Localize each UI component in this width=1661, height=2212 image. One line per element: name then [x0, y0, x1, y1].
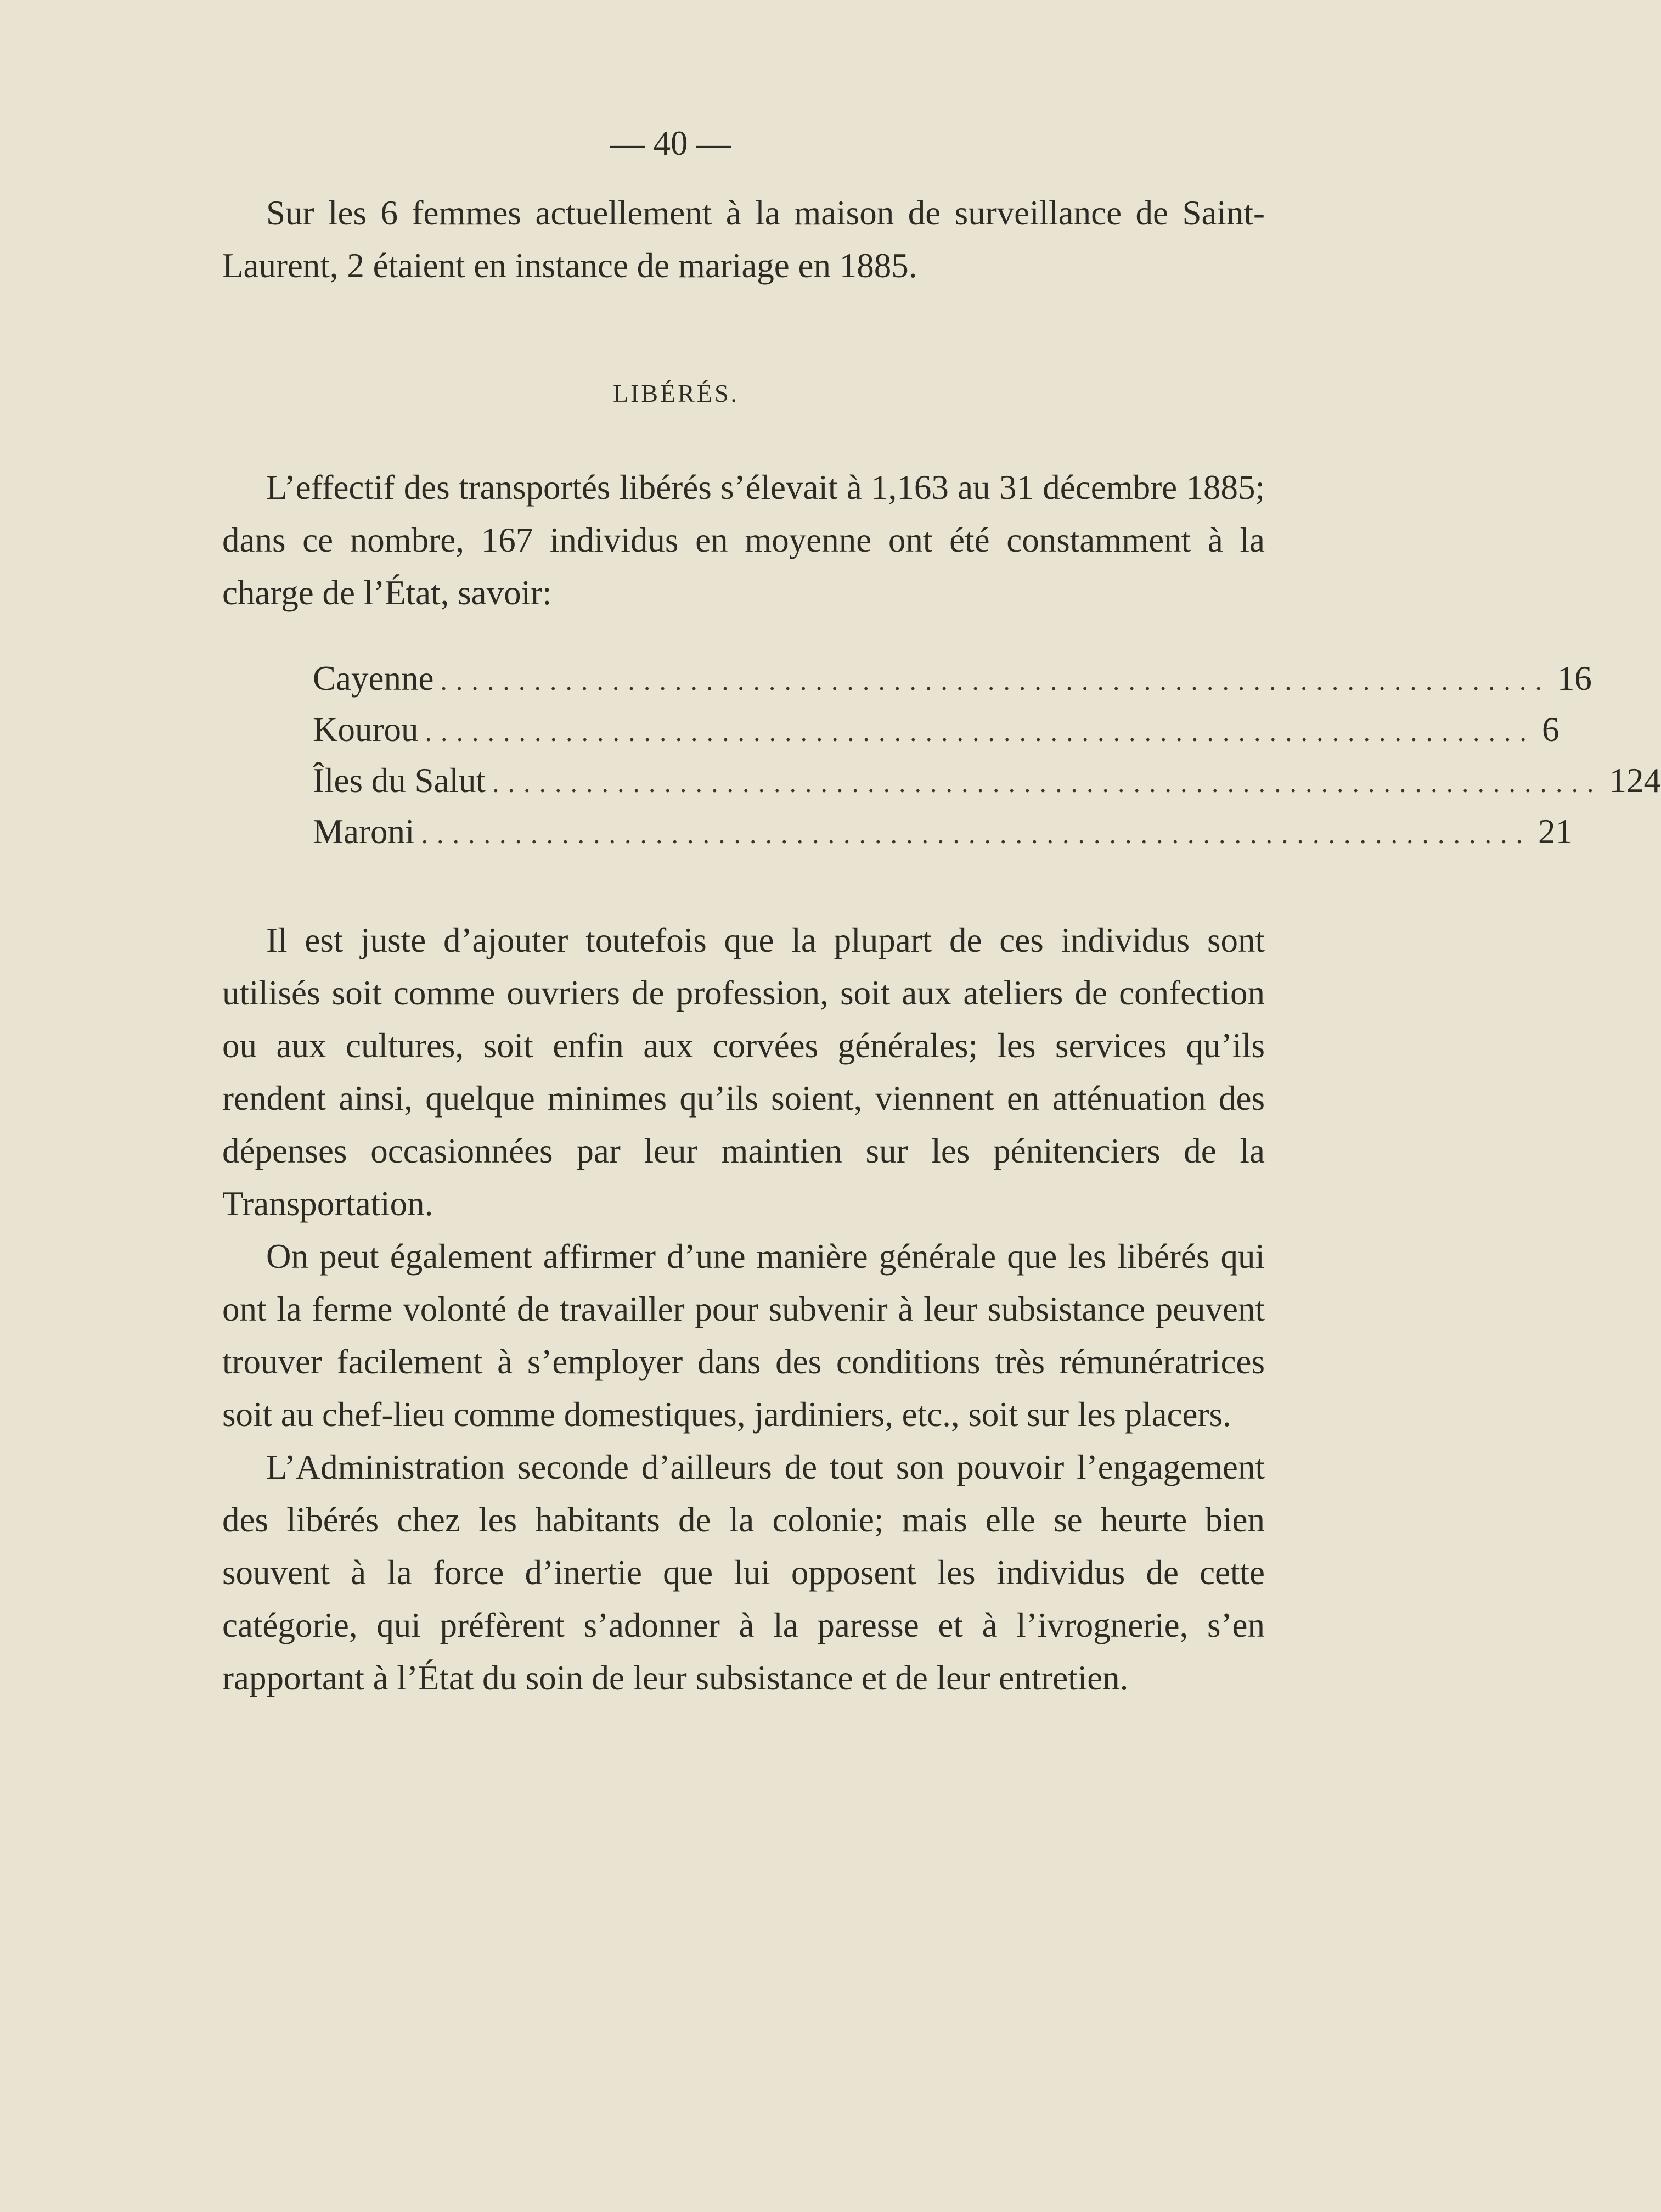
page-number: — 40 — — [610, 124, 731, 162]
body-paragraph: Il est juste d’ajouter toutefois que la plupart de ces individus sont utilisés soit comme ouvriers de profession, soit aux ateliers de confection ou aux cultures, soit enfin aux corvées générales; les services qu’ils rendent ainsi, quelque minimes qu’ils soient, viennent en atténuation des dépenses occasionnées par leur maintien sur les pénitenciers de la Transportation. — [222, 921, 1265, 1223]
effectif-paragraph: L’effectif des transportés libérés s’élevait à 1,163 au 31 décembre 1885; dans ce nombre, 167 individus en moyenne ont été constamment à la charge de l’État, savoir: — [222, 468, 1265, 612]
list-item-label: Kourou — [313, 710, 419, 749]
location-list — [313, 659, 1661, 863]
list-item-label: Cayenne — [313, 659, 434, 698]
body-text-block — [222, 914, 1265, 1704]
leader-dots: ....................................................................... — [440, 665, 1551, 696]
effectif-paragraph-block — [222, 461, 1265, 619]
list-item-value: 16 — [1557, 659, 1592, 698]
leader-dots: ....................................................................... — [421, 818, 1532, 849]
list-item — [313, 659, 1592, 710]
list-item-label: Îles du Salut — [313, 761, 486, 800]
body-paragraph: On peut également affirmer d’une manière générale que les libérés qui ont la ferme volonté de travailler pour subvenir à leur subsistance peuvent trouver facilement à s’employer dans des conditions très rémunératrices soit au chef-lieu comme domestiques, jardiniers, etc., soit sur les placers. — [222, 1237, 1265, 1434]
list-item-value: 6 — [1541, 710, 1559, 749]
intro-paragraph: Sur les 6 femmes actuellement à la maison de surveillance de Saint-Laurent, 2 étaient en instance de mariage en 1885. — [222, 194, 1265, 285]
leader-dots: ....................................................................... — [492, 767, 1603, 798]
leader-dots: ....................................................................... — [425, 716, 1535, 747]
list-item — [313, 710, 1559, 761]
list-item-value: 21 — [1538, 812, 1573, 851]
list-item — [313, 761, 1661, 812]
list-item-label: Maroni — [313, 812, 415, 851]
intro-paragraph-block — [222, 187, 1265, 292]
list-item — [313, 812, 1573, 863]
section-heading: LIBÉRÉS. — [612, 379, 740, 407]
list-item-value: 124 — [1609, 761, 1661, 800]
body-paragraph: L’Administration seconde d’ailleurs de tout son pouvoir l’engagement des libérés chez les habitants de la colonie; mais elle se heurte bien souvent à la force d’inertie que lui opposent les individus de cette catégorie, qui préfèrent s’adonner à la paresse et à l’ivrognerie, s’en rapportant à l’État du soin de leur subsistance et de leur entretien. — [222, 1448, 1265, 1697]
